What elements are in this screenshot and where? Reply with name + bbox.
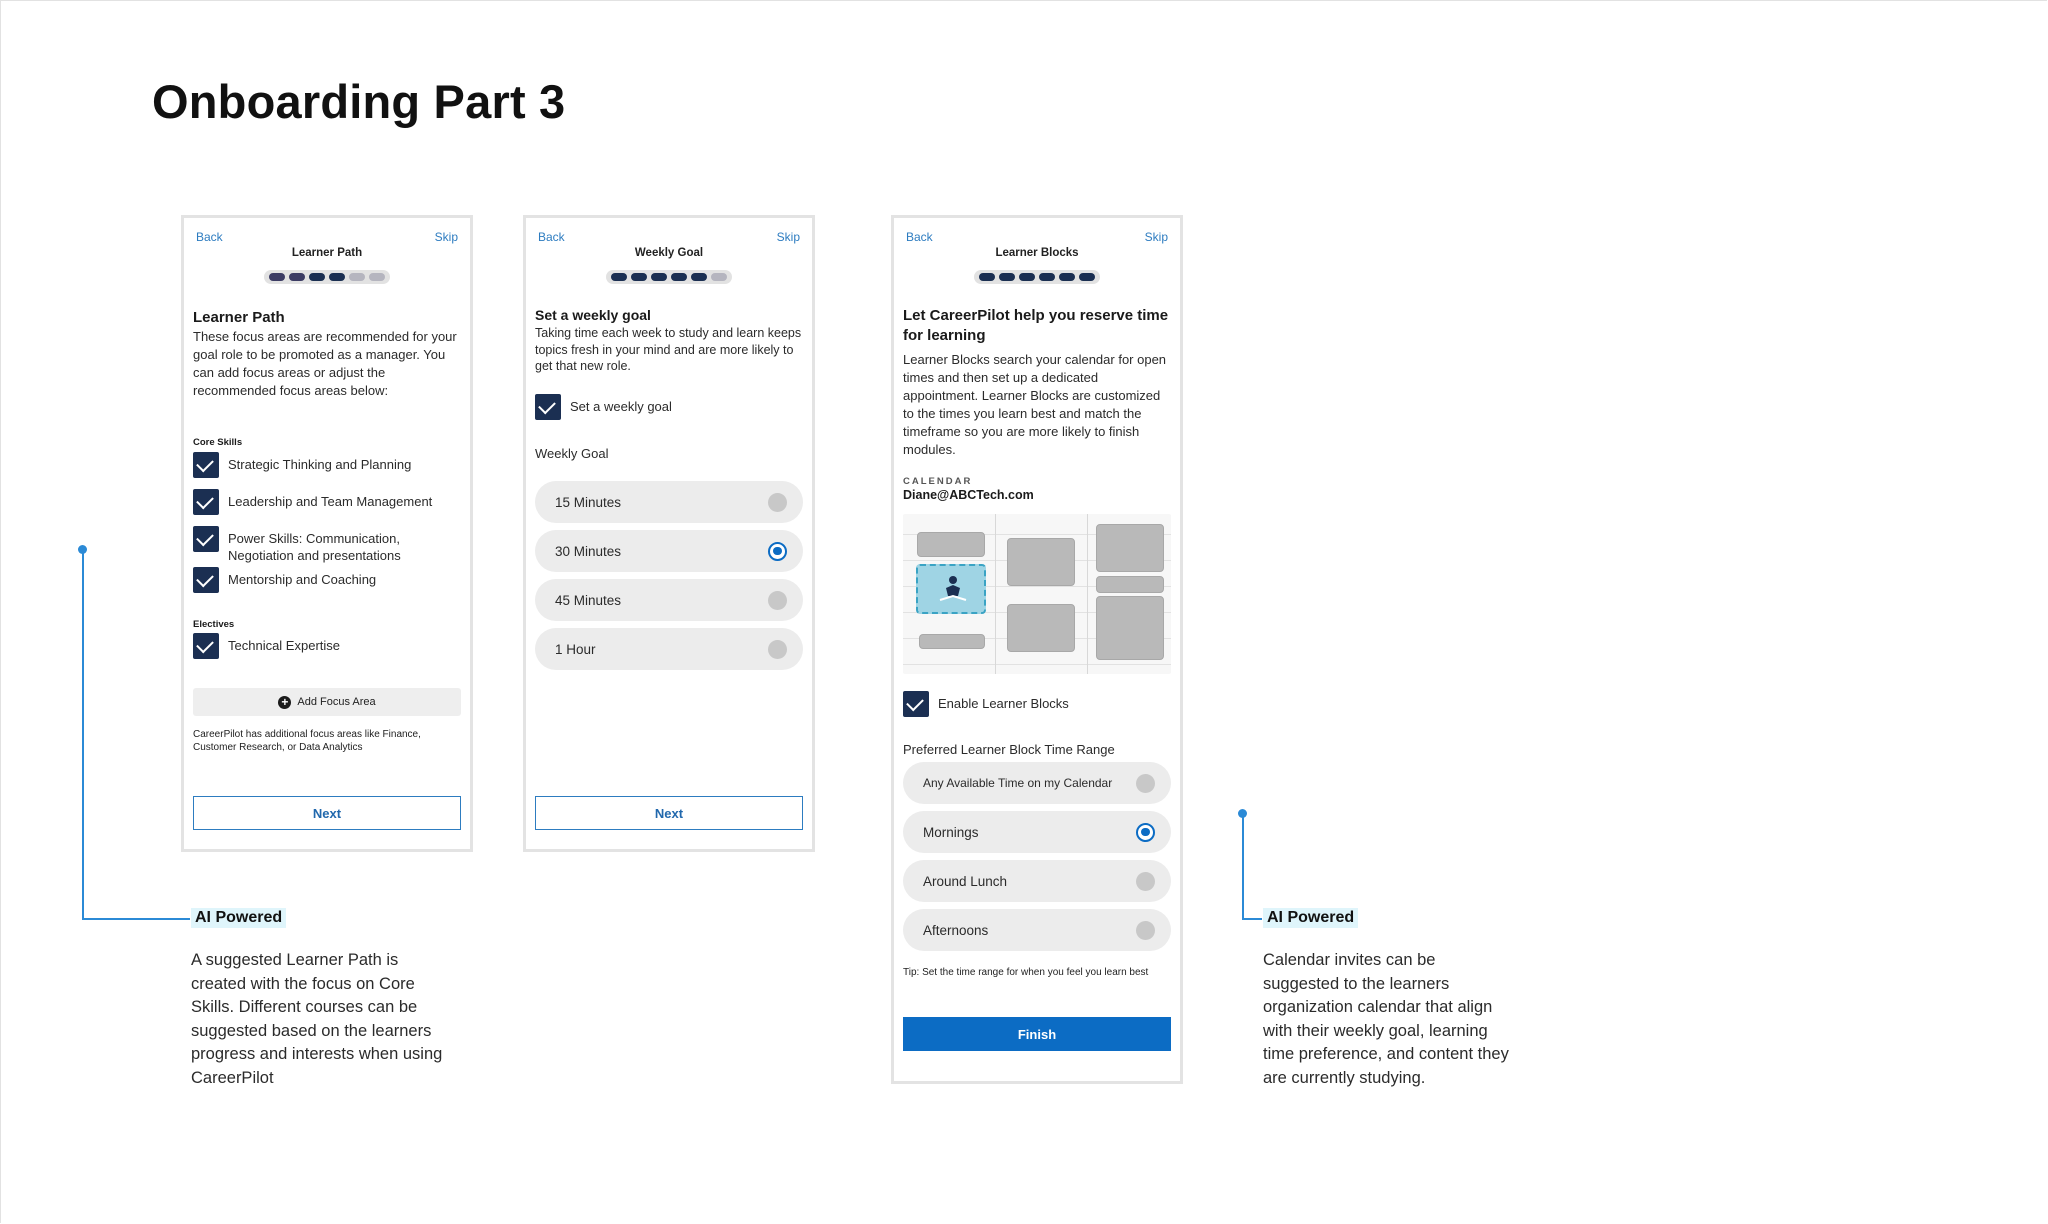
calendar-event [1096,596,1164,660]
progress-dot [1039,273,1055,281]
calendar-event [1007,604,1075,652]
weekly-goal-label: Weekly Goal [535,446,609,461]
progress-dots [264,270,390,284]
learner-path-screen [181,215,473,852]
back-link[interactable]: Back [196,230,223,244]
calendar-email: Diane@ABCTech.com [903,488,1034,502]
range-option-any[interactable] [903,762,1171,804]
radio-unselected-icon[interactable] [768,591,787,610]
core-skill-option[interactable] [193,567,461,593]
radio-unselected-icon[interactable] [1136,921,1155,940]
calendar-label: CALENDAR [903,476,973,487]
radio-unselected-icon[interactable] [1136,872,1155,891]
annotation-text: Calendar invites can be suggested to the learners organization calendar that align with their weekly goal, learning time preference, and content they are currently studying. [1263,951,1509,1087]
progress-dot [611,273,627,281]
radio-selected-icon[interactable] [768,542,787,561]
option-label: 45 Minutes [555,592,622,608]
back-link[interactable]: Back [538,230,565,244]
core-skill-option[interactable] [193,489,461,515]
radio-unselected-icon[interactable] [768,493,787,512]
progress-dot [979,273,995,281]
section-description: Learner Blocks search your calendar for open times and then set up a dedicated appointment. Learner Blocks are customized to the times you learn best and match the timeframe so you are more likely to finish modules. [903,352,1167,457]
elective-option[interactable] [193,633,461,659]
range-option-lunch[interactable] [903,860,1171,902]
radio-selected-icon[interactable] [1136,823,1155,842]
option-label: Mornings [923,824,979,840]
screen-header: Learner Path [291,247,363,259]
calendar-event [1096,524,1164,572]
option-label: Power Skills: Communication, Negotiation and presentations [228,531,401,563]
calendar-event [1007,538,1075,586]
progress-dot [671,273,687,281]
section-heading: Let CareerPilot help you reserve time for learning [903,307,1169,344]
calendar-event [919,634,985,649]
option-label: Set a weekly goal [570,399,672,414]
goal-option-30[interactable] [535,530,803,572]
section-heading: Learner Path [193,309,285,326]
enable-learner-blocks-toggle[interactable] [903,691,1171,717]
checkbox-checked-icon[interactable] [193,526,219,552]
checkbox-checked-icon[interactable] [193,452,219,478]
progress-dots [606,270,732,284]
option-label: Any Available Time on my Calendar [923,776,1113,790]
progress-dot [349,273,365,281]
section-description: These focus areas are recommended for your goal role to be promoted as a manager. You can add focus areas or adjust the recommended focus areas below: [193,329,457,398]
option-label: Afternoons [923,922,989,938]
progress-dot [269,273,285,281]
progress-dot [369,273,385,281]
core-skill-option[interactable] [193,452,461,478]
grid-line [995,514,996,674]
annotation-text: A suggested Learner Path is created with the focus on Core Skills. Different courses can be suggested based on the learners progress and interests when using CareerPilot [191,951,443,1087]
screen-header: Learner Blocks [995,247,1079,259]
grid-line [1087,514,1088,674]
radio-unselected-icon[interactable] [768,640,787,659]
option-label: 30 Minutes [555,543,622,559]
footnote: CareerPilot has additional focus areas like Finance, Customer Research, or Data Analytics [193,729,421,753]
checkbox-checked-icon[interactable] [903,691,929,717]
option-label: 15 Minutes [555,494,622,510]
connector-line [1242,813,1244,920]
progress-dot [691,273,707,281]
progress-dot [711,273,727,281]
progress-dot [1079,273,1095,281]
connector-line [1242,918,1262,920]
option-label: Mentorship and Coaching [228,572,377,587]
person-reading-icon [918,566,988,616]
back-link[interactable]: Back [906,230,933,244]
range-option-mornings[interactable] [903,811,1171,853]
electives-label: Electives [193,619,235,630]
screen-header: Weekly Goal [634,247,704,259]
checkbox-checked-icon[interactable] [535,394,561,420]
option-label: Strategic Thinking and Planning [228,457,412,472]
progress-dot [329,273,345,281]
button-label: Add Focus Area [297,696,376,708]
progress-dot [1019,273,1035,281]
plus-circle-icon: + [278,696,291,709]
checkbox-checked-icon[interactable] [193,633,219,659]
progress-dots [974,270,1100,284]
page-title: Onboarding Part 3 [152,75,566,128]
option-label: Technical Expertise [228,638,340,653]
goal-option-60[interactable] [535,628,803,670]
goal-option-15[interactable] [535,481,803,523]
option-label: Leadership and Team Management [228,494,433,509]
tip-text: Tip: Set the time range for when you feel you learn best [903,967,1149,978]
goal-option-45[interactable] [535,579,803,621]
weekly-goal-screen [523,215,815,852]
section-description: Taking time each week to study and learn keeps topics fresh in your mind and are more likely to get that new role. [535,326,802,373]
add-focus-area-button[interactable] [193,688,461,716]
core-skill-option[interactable] [193,526,461,564]
radio-unselected-icon[interactable] [1136,774,1155,793]
section-heading: Set a weekly goal [535,307,651,323]
progress-dot [1059,273,1075,281]
checkbox-checked-icon[interactable] [193,567,219,593]
range-option-afternoons[interactable] [903,909,1171,951]
next-button[interactable]: Next [193,796,461,830]
learner-blocks-screen [891,215,1183,1084]
progress-dot [999,273,1015,281]
next-button[interactable]: Next [535,796,803,830]
weekly-goal-toggle[interactable] [535,394,803,420]
learner-block-slot[interactable] [916,564,986,614]
ai-powered-tag: AI Powered [1263,908,1358,928]
skip-link[interactable]: Skip [776,230,800,244]
finish-button[interactable]: Finish [903,1017,1171,1051]
progress-dot [289,273,305,281]
skip-link[interactable]: Skip [434,230,458,244]
option-label: Enable Learner Blocks [938,696,1069,711]
grid-line [903,664,1171,665]
option-label: 1 Hour [555,641,596,657]
core-skills-label: Core Skills [193,437,243,448]
connector-line [82,918,190,920]
ai-powered-tag: AI Powered [191,908,286,928]
progress-dot [631,273,647,281]
calendar-event [1096,576,1164,593]
progress-dot [309,273,325,281]
connector-line [82,549,84,920]
progress-dot [651,273,667,281]
checkbox-checked-icon[interactable] [193,489,219,515]
skip-link[interactable]: Skip [1144,230,1168,244]
calendar-event [917,532,985,557]
calendar-preview [903,514,1171,674]
time-range-label: Preferred Learner Block Time Range [903,742,1115,757]
option-label: Around Lunch [923,873,1008,889]
